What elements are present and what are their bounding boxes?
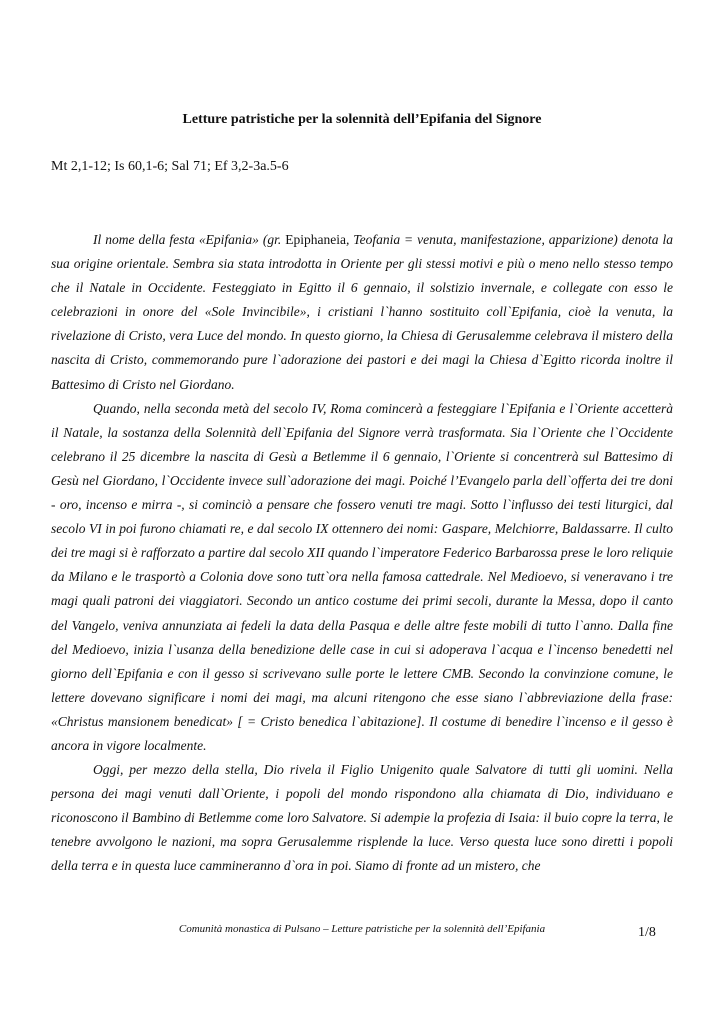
paragraph-1 [51,228,673,397]
footer-text: Comunità monastica di Pulsano – Letture patristiche per la solennità dell’Epifania [178,923,546,935]
paragraph-3: Oggi, per mezzo della stella, Dio rivela il Figlio Unigenito quale Salvatore di tutti gli uomini. Nella persona dei magi venuti dall`Oriente, i popoli del mondo rispondono alla chiamata di Dio, individuano e riconoscono il Bambino di Betlemme come loro Salvatore. Si adempie la profezia di Isaia: il buio copre la terra, le tenebre avvolgono le nazioni, ma sopra Gerusalemme risplende la luce. Verso questa luce sono diretti i popoli della terra e in questa luce cammineranno d`ora in poi. Siamo di fronte ad un mistero, che [51,762,673,874]
page-number: 1/8 [638,925,656,940]
document-title: Letture patristiche per la solennità dell’Epifania del Signore [182,112,542,127]
paragraph-1-start: Il nome della festa «Epifania» (gr. [93,232,286,247]
paragraph-1-rest: , Teofania = venuta, manifestazione, apparizione) denota la sua origine orientale. Sembra sia stata introdotta in Oriente per gli stessi motivi e più o meno nello stesso tempo che il Natale in Occidente. Festeggiato in Egitto il 6 gennaio, il solstizio invernale, e collegate con esso le celebrazioni in onore del «Sole Invincibile», i cristiani l`hanno sostituito coll`Epifania, cioè la venuta, la rivelazione di Cristo, vera Luce del mondo. In questo giorno, la Chiesa di Gerusalemme celebrava il mistero della nascita di Cristo, commemorando pure l`adorazione dei pastori e dei magi la Chiesa d`Egitto ricorda inoltre il Battesimo di Cristo nel Giordano. [51,232,673,392]
document-body [51,228,673,879]
paragraph-2: Quando, nella seconda metà del secolo IV, Roma comincerà a festeggiare l`Epifania e l`Oriente accetterà il Natale, la sostanza della Solennità dell`Epifania del Signore verrà trasformata. Sia l`Oriente che l`Occidente celebrano il 25 dicembre la nascita di Gesù a Betlemme il 6 gennaio, l`Oriente si concentrerà sul Battesimo di Gesù nel Giordano, l`Occidente invece sull`adorazione dei magi. Poiché l’Evangelo parla dell`offerta dei tre doni - oro, incenso e mirra -, si cominciò a pensare che fossero venuti tre magi. Sotto l`influsso dei testi liturgici, dal secolo VI in poi furono chiamati re, e dal secolo IX ottennero dei nomi: Gaspare, Melchiorre, Baldassarre. Il culto dei tre magi si è rafforzato a partire dal secolo XII quando l`imperatore Federico Barbarossa prese le loro reliquie da Milano e le trasportò a Colonia dove sono tutt`ora nella famosa cattedrale. Nel Medioevo, si veneravano i tre magi quali patroni dei viaggiatori. Secondo un antico costume dei primi secoli, durante la Messa, dopo il canto del Vangelo, veniva annunziata ai fedeli la data della Pasqua e delle altre feste mobili di tutto l`anno. Dalla fine del Medioevo, inizia l`usanza della benedizione delle case in cui si adoperava l`acqua e l`incenso benedetti nel giorno dell`Epifania e con il gesso si scrivevano sulle porte le lettere CMB. Secondo la convinzione comune, le lettere dovevano significare i nomi dei magi, ma alcuni ritengono che esse siano l`abbreviazione della frase: «Christus mansionem benedicat» [ = Cristo benedica l`abitazione]. Il costume di benedire l`incenso e il gesso è ancora in vigore localmente. [51,400,673,753]
greek-term: Epiphaneia [285,232,346,247]
scripture-references: Mt 2,1-12; Is 60,1-6; Sal 71; Ef 3,2-3a.5-6 [51,159,289,174]
